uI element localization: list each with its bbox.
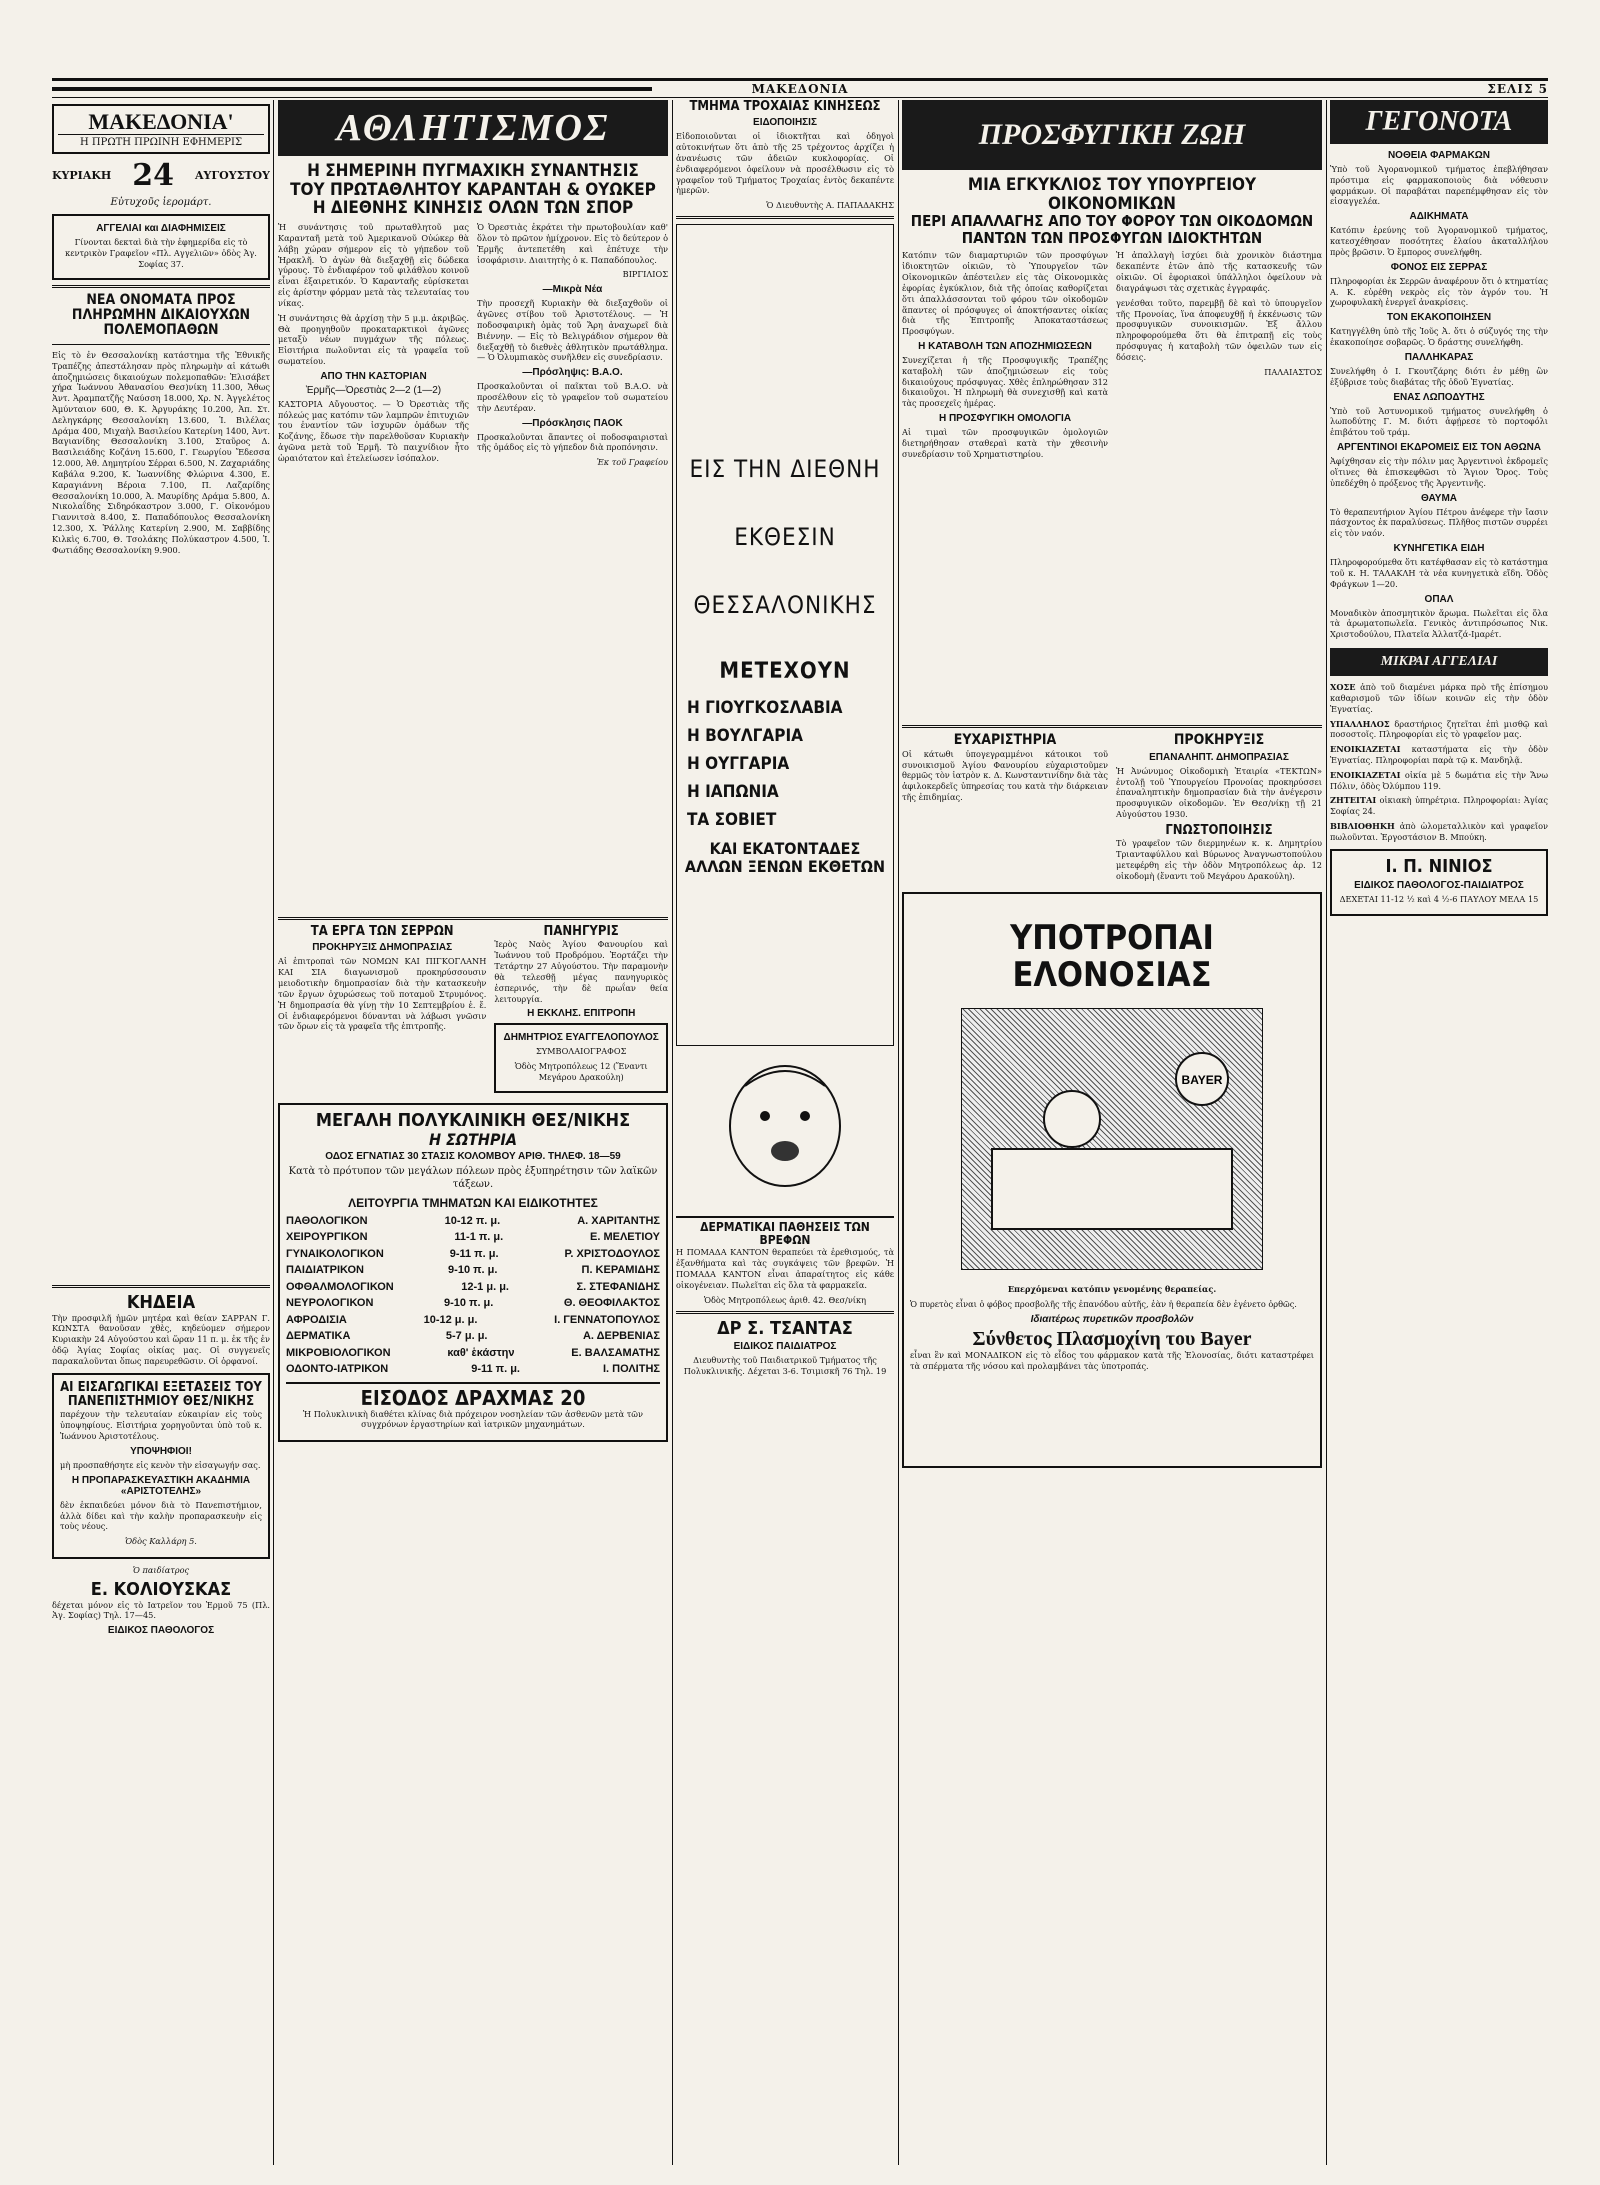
classifieds-banner: ΜΙΚΡΑΙ ΑΓΓΕΛΙΑΙ [1330,648,1548,676]
clinic-title: ΜΕΓΑΛΗ ΠΟΛΥΚΛΙΝΙΚΗ ΘΕΣ/ΝΙΚΗΣ [315,1109,631,1131]
traffic-signed: Ὁ Διευθυντὴς Α. ΠΑΠΑΔΑΚΗΣ [766,200,894,211]
event-text: Πληροφορούμεθα ὅτι κατέφθασαν εἰς τὸ κατάστημα τοῦ κ. Η. ΤΑΛΑΚΛΗ τὰ νέα κυνηγετικὰ εἴδη. Ὁδὸς Φράγκων 1—20. [1330,557,1548,589]
sports-columns [278,222,668,912]
ads-notice-box [52,214,270,279]
column-rule-1 [273,100,274,2165]
svg-text:BAYER: BAYER [1181,1073,1223,1088]
service-name: ΟΔΟΝΤΟ-ΙΑΤΡΙΚΟΝ [286,1363,389,1376]
service-doctor: Ε. ΜΕΛΕΤΙΟΥ [590,1231,660,1244]
column-5 [1330,100,1548,2165]
kastoria-title: ΑΠΟ ΤΗΝ ΚΑΣΤΟΡΙΑΝ [320,370,427,382]
tender-sub: ΕΠΑΝΑΛΗΠΤ. ΔΗΜΟΠΡΑΣΙΑΣ [1149,751,1289,763]
exam-text: παρέχουν τὴν τελευταίαν εὐκαιρίαν εἰς τοὺς ὑποψηφίους. Εἰσιτήρια χορηγοῦνται ὑπὸ τοῦ κ. Ἰωάννου Ἀριστοτέλους. [60,1409,262,1442]
service-name: ΑΦΡΟΔΙΣΙΑ [286,1313,347,1326]
service-hours: 9-10 π. μ. [448,1264,498,1277]
exam-title: ΑΙ ΕΙΣΑΓΩΓΙΚΑΙ ΕΞΕΤΑΣΕΙΣ ΤΟΥ ΠΑΝΕΠΙΣΤΗΜΙΟΥ ΘΕΣ/ΝΙΚΗΣ [60,1379,262,1410]
malaria-caption: Επερχόμεναι κατόπιν γενομένης θεραπείας. [1007,1284,1217,1295]
service-hours: 9-11 π. μ. [449,1247,499,1260]
fair-country: Η ΟΥΓΓΑΡΙΑ [687,754,790,775]
divider [902,725,1322,728]
classified-text: οἰκιακὴ ὑπηρέτρια. Πληροφορίαι: Ἁγίας Σοφίας 24. [1330,795,1548,817]
refugee-text-b: Ἡ ἀπαλλαγὴ ἰσχύει διὰ χρονικὸν διάστημα δεκαπέντε ἐτῶν ἀπὸ τῆς κατασκευῆς τῶν οἰκιῶν. Οἱ ἐφοριακοὶ ὑπάλληλοι ὀφείλουν νὰ διαγράψωσι τὰς σχετικὰς ἐγγραφάς. [1116,250,1322,293]
paok-title: —Πρόσκλησις ΠΑΟΚ [522,417,623,429]
classified-text: οἰκία μὲ 5 δωμάτια εἰς τὴν Ἄνω Πόλιν, ὁδὸς Ὀλύμπου 119. [1330,769,1548,791]
classified-item [1330,770,1548,792]
doctor-text: δέχεται μόνον εἰς τὸ Ιατρεῖον του Ἑρμοῦ 75 (Πλ. Ἁγ. Σοφίας) Τηλ. 17—45. [52,1599,270,1621]
funeral-title: ΚΗΔΕΙΑ [126,1291,196,1313]
service-hours: 10-12 μ. μ. [423,1313,478,1326]
classified-text: ἀπὸ ὠλομεταλλικὸν καὶ γραφεῖον πωλοῦνται. Ἐργοστάσιον Β. Μπούκη. [1330,821,1548,842]
clinic-footer: Ἡ Πολυκλινικὴ διαθέτει κλίνας διὰ πρόχειρον νοσηλείαν τῶν ἀσθενῶν μετὰ τῶν συγχρόνων ἐργαστηρίων καὶ ἰατρικῶν μηχανημάτων. [303,1408,643,1430]
fair-country: Η ΓΙΟΥΓΚΟΣΛΑΒΙΑ [687,698,843,719]
service-doctor: Π. ΚΕΡΑΜΙΔΗΣ [581,1264,660,1277]
service-hours: 9-11 π. μ. [471,1363,520,1376]
clinic-section: ΛΕΙΤΟΥΡΓΙΑ ΤΜΗΜΑΤΩΝ ΚΑΙ ΕΙΔΙΚΟΤΗΤΕΣ [348,1195,598,1210]
sports-left [278,222,469,912]
bao-text: Προσκαλοῦνται οἱ παῖκται τοῦ Β.Α.Ο. νὰ προσέλθουν εἰς τὸ γραφεῖον τοῦ σωματείου τὴν Δευτέραν. [477,381,668,413]
column-2 [278,100,668,2165]
service-name: ΧΕΙΡΟΥΡΓΙΚΟΝ [286,1231,368,1244]
event-text: Κατηγγέλθη ὑπὸ τῆς Ἰοῦς Ἀ. ὅτι ὁ σύζυγός της τὴν ἐκακοποίησε σοβαρῶς. Ὁ δράστης συνελήφθη. [1330,326,1548,348]
tender-block [1116,733,1322,885]
article-title-compensation: ΝΕΑ ΟΝΟΜΑΤΑ ΠΡΟΣ ΠΛΗΡΩΜΗΝ ΔΙΚΑΙΟΥΧΩΝ ΠΟΛΕΜΟΠΑΘΩΝ [71,291,251,339]
classified-text: δραστήριος ζητεῖται ἐπὶ μισθῷ καὶ ποσοστοῖς. Πληροφορίαι εἰς τὸ γραφεῖον μας. [1330,718,1548,740]
serres-text: Αἱ ἐπιτροπαὶ τῶν ΝΟΜΩΝ ΚΑΙ ΠΙΓΚΟΓΛΑΝΗ ΚΑΙ ΣΙΑ διαγωνισμοῦ προκηρύσσουσιν μειοδοτικὴν δημοπρασίαν διὰ τὴν κατασκευὴν τῶν ἔργων ὀχυρώσεως τοῦ ποταμοῦ Στρυμόνος. Ἡ δημοπρασία θὰ γίνῃ τὴν 10 Σεπτεμβρίου ἐ. ἔ. Οἱ ἐνδιαφερόμενοι δύνανται νὰ λάβωσι γνῶσιν τῶν ὅρων εἰς τὰ γραφεῖα τῆς ἐπιτροπῆς. [278,956,487,1032]
bayer-title: Σύνθετος Πλασμοχίνη του Bayer [972,1327,1252,1350]
paper-name-header: ΜΑΚΕΔΟΝΙΑ [751,82,849,96]
ads-notice-title: ΑΓΓΕΛΙΑΙ και ΔΙΑΦΗΜΙΣΕΙΣ [96,223,226,235]
service-name: ΠΑΘΟΛΟΓΙΚΟΝ [286,1214,368,1227]
clinic-address: ΟΔΟΣ ΕΓΝΑΤΙΑΣ 30 ΣΤΑΣΙΣ ΚΟΛΟΜΒΟΥ ΑΡΙΘ. ΤΗΛΕΦ. 18—59 [325,1151,621,1163]
thanks-text: Οἱ κάτωθι ὑπογεγραμμένοι κάτοικοι τοῦ συνοικισμοῦ Ἁγίου Φανουρίου εὐχαριστοῦμεν θερμῶς τὸν ἰατρὸν κ. Δ. Κωνσταντινίδην διὰ τὰς ἀφιλοκερδεῖς ὑπηρεσίας του κατὰ τὴν διάρκειαν τῆς ἐπιδημίας. [902,748,1108,803]
bayer-sub: Ιδιαιτέρως πυρετικῶν προσβολῶν [1030,1313,1194,1325]
tender-title: ΠΡΟΚΗΡΥΞΙΣ [1173,732,1265,749]
academy-title: Η ΠΡΟΠΑΡΑΣΚΕΥΑΣΤΙΚΗ ΑΚΑΔΗΜΙΑ «ΑΡΙΣΤΟΤΕΛΗΣ» [71,1474,251,1497]
academy-text: δὲν ἐκπαιδεύει μόνον διὰ τὸ Πανεπιστήμιον, ἀλλὰ δίδει καὶ τὴν καλὴν προπαρασκευὴν εἰς τοὺς νέους. [60,1499,262,1532]
service-name: ΔΕΡΜΑΤΙΚΑ [286,1330,351,1343]
sports-title-3: Η ΔΙΕΘΝΗΣ ΚΙΝΗΣΙΣ ΟΛΩΝ ΤΩΝ ΣΠΟΡ [312,198,634,219]
divider [52,285,270,288]
panigyris-signed: Η ΕΚΚΛΗΣ. ΕΠΙΤΡΟΠΗ [527,1008,636,1020]
clinic-service-row [286,1246,660,1263]
event-title: ΘΑΥΜΑ [1420,492,1458,504]
tender-text: Ἡ Ἀνώνυμος Οἰκοδομικὴ Ἑταιρία «ΤΕΚΤΩΝ» ἐντολῇ τοῦ Ὑπουργείου Προνοίας προκηρύσσει ἐπαναληπτικὴν δημοπρασίαν διὰ τὴν ἀνέγερσιν προσφυγικῶν οἰκοδομῶν. Ἐν Θεσ/νίκῃ τῇ 21 Αὐγούστου 1930. [1116,765,1322,820]
notary-address: Ὁδὸς Μητροπόλεως 12 (Ἔναντι Μεγάρου Δρακούλη) [514,1061,648,1082]
fair-ad [676,224,894,1046]
small-news-title: —Μικρὰ Νέα [542,284,603,296]
paok-text: Προσκαλοῦνται ἅπαντες οἱ ποδοσφαιρισταὶ τῆς ὁμάδος εἰς τὸ γήπεδον διὰ προπόνησιν. [477,431,668,453]
classified-key: ΖΗΤΕΙΤΑΙ [1330,795,1377,806]
column-rule-3 [898,100,899,2165]
sports-title-2: ΤΟΥ ΠΡΩΤΑΘΛΗΤΟΥ ΚΑΡΑΝΤΑΗ & ΟΥΩΚΕΡ [290,179,656,200]
masthead-name: ΜΑΚΕΔΟΝΙΑ' [88,109,234,134]
exam-ad [52,1373,270,1559]
notary-ad [494,1023,668,1092]
clinic-service-row [286,1229,660,1246]
classified-item [1330,682,1548,714]
event-text: Ὑπὸ τοῦ Ἀστυνομικοῦ τμήματος συνελήφθη ὁ λωποδύτης Γ. Μ. διότι ἀφῄρεσε τὸ πορτοφόλι ἐπιβάτου τοῦ τράμ. [1330,405,1548,438]
service-name: ΜΙΚΡΟΒΙΟΛΟΓΙΚΟΝ [286,1346,391,1359]
sports-right-text: Ὁ Ὀρεστιὰς ἐκράτει τὴν πρωτοβουλίαν καθ' ὅλον τὸ πρῶτον ἡμίχρονον. Εἰς τὸ δεύτερον ὁ Ἑρμῆς ἀντεπετέθη καὶ ἐπέτυχε τὴν ἰσοφάρισιν. Διαιτητὴς ὁ κ. Παπαδόπουλος. [477,222,668,265]
bond-text: Αἱ τιμαὶ τῶν προσφυγικῶν ὁμολογιῶν διετηρήθησαν σταθεραὶ κατὰ τὴν χθεσινὴν συνεδρίασιν τοῦ Χρηματιστηρίου. [902,427,1108,459]
refugee-title-1: ΜΙΑ ΕΓΚΥΚΛΙΟΣ ΤΟΥ ΥΠΟΥΡΓΕΙΟΥ ΟΙΚΟΝΟΜΙΚΩΝ [967,175,1257,214]
serres-title: ΤΑ ΕΡΓΑ ΤΩΝ ΣΕΡΡΩΝ [310,924,454,940]
page-label: ΣΕΛΙΣ 5 [1487,82,1548,96]
fair-line-1: ΕΙΣ ΤΗΝ ΔΙΕΘΝΗ [689,455,881,484]
classified-key: ΥΠΑΛΛΗΛΟΣ [1330,718,1390,729]
service-hours: 12-1 μ. μ. [461,1280,509,1293]
date-saint: Εὐτυχοῦς ἱερομάρτ. [110,197,212,209]
fair-line-2: ΕΚΘΕΣΙΝ [734,523,836,552]
serres-sub: ΠΡΟΚΗΡΥΞΙΣ ΔΗΜΟΠΡΑΣΙΑΣ [312,942,453,954]
divider [676,1311,894,1314]
serres-block [278,925,486,1097]
event-text: Ὑπὸ τοῦ Ἀγορανομικοῦ τμήματος ἐπεβλήθησαν πρόστιμα εἰς φαρμακοποιοὺς διὰ νόθευσιν φαρμάκων. Οἱ παραβάται παρεπέμφθησαν εἰς τὸν εἰσαγγελέα. [1330,164,1548,207]
service-doctor: Ι. ΓΕΝΝΑΤΟΠΟΥΛΟΣ [554,1313,660,1326]
service-hours: 11-1 π. μ. [454,1231,504,1244]
service-doctor: Ρ. ΧΡΙΣΤΟΔΟΥΛΟΣ [564,1247,660,1260]
event-text: Πληροφορίαι ἐκ Σερρῶν ἀναφέρουν ὅτι ὁ κτηματίας Α. Κ. εὑρέθη νεκρὸς εἰς τὸν ἀγρόν του. Ἡ χωροφυλακὴ ἐνεργεῖ ἀνακρίσεις. [1330,275,1548,308]
classified-text: καταστήματα εἰς τὴν ὁδὸν Ἐγνατίας. Πληροφορίαι παρὰ τῷ κ. Μανδηλᾷ. [1330,744,1548,765]
clinic-services [286,1213,660,1378]
sports-title-1: Η ΣΗΜΕΡΙΝΗ ΠΥΓΜΑΧΙΚΗ ΣΥΝΑΝΤΗΣΙΣ [307,161,639,181]
service-hours: 9-10 π. μ. [443,1297,494,1310]
malaria-title: ΥΠΟΤΡΟΠΑΙ ΕΛΟΝΟΣΙΑΣ [1010,917,1214,995]
bond-title: Η ΠΡΟΣΦΥΓΙΚΗ ΟΜΟΛΟΓΙΑ [938,413,1072,425]
column-3 [676,100,894,2165]
event-text: Συνελήφθη ὁ Ι. Γκουτζάρης διότι ἐν μέθῃ ὢν ἐξύβρισε τοὺς διαβάτας τῆς ὁδοῦ Ἐγνατίας. [1330,365,1548,387]
event-title: ΟΠΑΛ [1424,593,1454,605]
panigyris-text: Ἱερὸς Ναὸς Ἁγίου Φανουρίου καὶ Ἰωάννου τοῦ Προδρόμου. Ἑορτάζει τὴν Τετάρτην 27 Αὐγούστου. Τὴν παραμονὴν θὰ τελεσθῇ μέγας πανηγυρικὸς ἑσπερινός, τὴν δὲ πρωΐαν θεία λειτουργία. [494,939,668,1004]
event-title: ΑΔΙΚΗΜΑΤΑ [1409,211,1469,223]
baby-ad-address: Ὁδὸς Μητροπόλεως ἀριθ. 42. Θεσ/νίκη [703,1294,867,1305]
classified-item [1330,744,1548,766]
date-block [52,158,270,193]
refugee-right [1116,250,1322,720]
notary-name: ΔΗΜΗΤΡΙΟΣ ΕΥΑΓΓΕΛΟΠΟΥΛΟΣ [503,1032,659,1044]
service-name: ΟΦΘΑΛΜΟΛΟΓΙΚΟΝ [286,1280,394,1293]
sports-right [477,222,668,912]
event-text: Κατόπιν ἐρεύνης τοῦ Ἀγορανομικοῦ τμήματος, κατεσχέθησαν ποσότητες ἐλαίου ἀκαταλλήλου πρὸς βρῶσιν. Ὁ ἔμπορος συνελήφθη. [1330,225,1548,257]
sports-byline: ΒΙΡΓΙΛΙΟΣ [622,269,668,280]
classified-key: ΕΝΟΙΚΙΑΖΕΤΑΙ [1330,769,1401,780]
baby-ad-title: ΔΕΡΜΑΤΙΚΑΙ ΠΑΘΗΣΕΙΣ ΤΩΝ ΒΡΕΦΩΝ [676,1216,894,1247]
panigyris-title: ΠΑΝΗΓΥΡΙΣ [543,924,619,940]
column-rule-2 [672,100,673,2165]
pediatrician-spec: ΕΙΔΙΚΟΣ ΠΑΙΔΙΑΤΡΟΣ [733,1341,837,1353]
service-name: ΝΕΥΡΟΛΟΓΙΚΟΝ [286,1297,374,1310]
fair-country: ΤΑ ΣΟΒΙΕΤ [687,810,777,831]
service-hours: καθ' ἑκάστην [447,1346,515,1359]
event-title: ΦΟΝΟΣ ΕΙΣ ΣΕΡΡΑΣ [1390,261,1488,273]
traffic-text: Εἰδοποιοῦνται οἱ ἰδιοκτῆται καὶ ὁδηγοὶ αὐτοκινήτων ὅτι ἀπὸ τῆς 25 τρέχοντος ἀρχίζει ἡ ἀνανέωσις τῶν ἀδειῶν κυκλοφορίας. Οἱ ἐνδιαφερόμενοι ὀφείλουν νὰ προσέλθωσιν εἰς τὸ γραφεῖον τοῦ Τμήματος Τροχαίας ἐντὸς δεκαπέντε ἡμερῶν. [676,131,894,196]
event-title: ΤΟΝ ΕΚΑΚΟΠΟΙΗΣΕΝ [1386,312,1492,324]
event-text: Τὸ θεραπευτήριον Ἁγίου Πέτρου ἀνέφερε τὴν ἴασιν πάσχοντος ἐκ παραλύσεως. Πλῆθος πιστῶν συρρέει εἰς τὸν ναόν. [1330,506,1548,539]
clinic-ad [278,1103,668,1442]
service-doctor: Α. ΔΕΡΒΕΝΙΑΣ [582,1330,660,1343]
page-top-bar [52,78,1548,98]
thanks-title: ΕΥΧΑΡΙΣΤΗΡΙΑ [953,732,1057,749]
date-month: ΑΥΓΟΥΣΤΟΥ [194,169,270,183]
doctor-name: Ε. ΚΟΛΙΟΥΣΚΑΣ [90,1578,232,1600]
service-doctor: Σ. ΣΤΕΦΑΝΙΔΗΣ [576,1280,660,1293]
kastoria-score: Ἑρμῆς—Ὀρεστιὰς 2—2 (1—2) [305,384,442,396]
classified-key: ΒΙΒΛΙΟΘΗΚΗ [1330,821,1395,832]
column-4 [902,100,1322,2165]
refugee-text-a: Κατόπιν τῶν διαμαρτυριῶν τῶν προσφύγων ἰδιοκτητῶν οἰκιῶν, τὸ Ὑπουργεῖον τῶν Οἰκονομικῶν ἀπέστειλεν εἰς τὰς Οἰκονομικὰς ἐφορίας ἐγκύκλιον, διὰ τῆς ὁποίας καθορίζεται ὅτι ἀπαλλάσσονται τοῦ φόρου τῶν οἰκοδομῶν ἅπαντες οἱ πρόσφυγες οἱ ἀποκτήσαντες οἰκίας διὰ τῆς Ἐπιτροπῆς Ἀποκαταστάσεως Προσφύγων. [902,250,1108,337]
refugee-columns [902,250,1322,720]
event-title: ΑΡΓΕΝΤΙΝΟΙ ΕΚΔΡΟΜΕΙΣ ΕΙΣ ΤΟΝ ΑΘΩΝΑ [1336,442,1542,454]
clinic-name: Η ΣΩΤΗΡΙΑ [428,1129,518,1149]
clinic-service-row [286,1312,660,1329]
event-title: ΝΟΘΕΙΑ ΦΑΡΜΑΚΩΝ [1387,150,1491,161]
service-doctor: Θ. ΘΕΟΦΙΛΑΚΤΟΣ [563,1297,660,1310]
refugee-title-2: ΠΕΡΙ ΑΠΑΛΛΑΓΗΣ ΑΠΟ ΤΟΥ ΦΟΡΟΥ ΤΩΝ ΟΙΚΟΔΟΜΩΝ ΠΑΝΤΩΝ ΤΩΝ ΠΡΟΣΦΥΓΩΝ ΙΔΙΟΚΤΗΤΩΝ [910,212,1314,247]
divider [52,344,270,345]
fair-country: Η ΙΑΠΩΝΙΑ [687,782,779,803]
clinic-service-row [286,1328,660,1345]
fair-country: Η ΒΟΥΛΓΑΡΙΑ [687,726,803,747]
announcement-title: ΓΝΩΣΤΟΠΟΙΗΣΙΣ [1165,822,1273,838]
academy-address: Ὁδὸς Καλλάρη 5. [125,1536,197,1547]
refugee-life-banner: ΠΡΟΣΦΥΓΙΚΗ ΖΩΗ [902,100,1322,170]
date-day: ΚΥΡΙΑΚΗ [52,169,112,183]
clinic-service-row [286,1213,660,1230]
exam-candidates: ΥΠΟΨΗΦΙΟΙ! [130,1445,192,1457]
notices-row [902,733,1322,885]
baby-ad-text: Η ΠΟΜΑΔΑ ΚΑΝΤΟΝ θεραπεύει τὰ ἐρεθισμούς, τὰ ἐξανθήματα καὶ τὰς συγκάψεις τῶν βρεφῶν. Ἡ ΠΟΜΑΔΑ ΚΑΝΤΟΝ εἶναι ἀπαραίτητος εἰς κάθε οἰκογένειαν. Πωλεῖται εἰς ὅλα τὰ φαρμακεῖα. [676,1247,894,1290]
sports-text-a: Ἡ συνάντησις τοῦ πρωταθλητοῦ μας Καρανταῆ μετὰ τοῦ Ἀμερικανοῦ Οὐώκερ θὰ λάβῃ χώραν σήμερον εἰς τὸ γήπεδον τοῦ Ἡρακλῆ. Ὁ ἀγὼν θὰ διεξαχθῇ εἰς δώδεκα γύρους. Τὸ ἐνδιαφέρον τοῦ φιλάθλου κοινοῦ εἶναι ἐξαιρετικόν. Ὁ Καρανταῆς εὑρίσκεται εἰς ἀρίστην φόρμαν μετὰ τὰς τελευταίας του νίκας. [278,222,469,308]
service-doctor: Α. ΧΑΡΙΤΑΝΤΗΣ [577,1214,660,1227]
event-title: ΕΝΑΣ ΛΩΠΟΔΥΤΗΣ [1393,391,1485,403]
event-title: ΠΑΛΛΗΚΑΡΑΣ [1404,351,1474,363]
traffic-sub: ΕΙΔΟΠΟΙΗΣΙΣ [753,117,817,129]
clinic-motto: Κατὰ τὸ πρότυπον τῶν μεγάλων πόλεων πρὸς ἐξυπηρέτησιν τῶν λαϊκῶν τάξεων. [288,1166,658,1191]
sports-text-b: Ἡ συνάντησις θὰ ἀρχίσῃ τὴν 5 μ.μ. ἀκριβῶς. Θὰ προηγηθοῦν προκαταρκτικοὶ ἀγῶνες μεταξὺ νέων πυγμάχων τῆς πόλεως. Εἰσιτήρια πωλοῦνται εἰς τὰ γραφεῖα τοῦ σωματείου. [278,312,469,366]
service-hours: 10-12 π. μ. [444,1214,501,1227]
ads-notice-text: Γίνονται δεκταὶ διὰ τὴν ἐφημερίδα εἰς τὸ κεντρικὸν Γραφεῖον «Πλ. Αγγελιῶν» ὁδὸς Ἀγ. Σοφίας 37. [65,237,257,269]
column-rule-4 [1326,100,1327,2165]
service-name: ΠΑΙΔΙΑΤΡΙΚΟΝ [286,1264,364,1277]
small-news-text: Τὴν προσεχῆ Κυριακὴν θὰ διεξαχθοῦν οἱ ἀγῶνες στίβου τοῦ Ἀριστοτέλους. — Ἡ ποδοσφαιρικὴ ὁμὰς τοῦ Ἄρη ἀναχωρεῖ διὰ Βιέννην. — Εἰς τὸ Βελιγράδιον σήμερον θὰ διεξαχθῇ τὸ διεθνὲς ἀθλητικὸν πρωτάθλημα. — Ὁ Ὀλυμπιακὸς συνῆλθεν εἰς συνεδρίασιν. [477,298,668,363]
clinic-service-row [286,1345,660,1362]
announcement-text: Τὸ γραφεῖον τῶν διερμηνέων κ. κ. Δημητρίου Τριανταφύλλου καὶ Βύρωνος Ἀναγνωστοπούλου μετεφέρθη εἰς τὴν ὁδὸν Μητροπόλεως ἀρ. 12 οἰκοδομὴ (ἔναντι τοῦ Μεγάρου Δρακούλη). [1116,838,1322,881]
service-doctor: Ι. ΠΟΛΙΤΗΣ [602,1363,660,1376]
bao-title: —Πρόσληψις: Β.Α.Ο. [522,367,623,379]
event-text: Μοναδικὸν ἀποσμητικὸν ἄρωμα. Πωλεῖται εἰς ὅλα τὰ ἀρωματοπωλεῖα. Γενικὸς ἀντιπρόσωπος Νικ. Χριστοδούλου, Πλατεῖα Ἀλλατζά-Ιμαρέτ. [1330,607,1548,640]
classified-text: ἀπὸ τοῦ διαμένει μάρκα πρὸ τῆς ἐπίσημου καθαρισμοῦ τῶν ἰδίων κοινῶν εἰς τὴν ὁδὸν Ἐγνατίας. [1330,682,1548,714]
divider [676,216,894,219]
event-title: ΚΥΝΗΓΕΤΙΚΑ ΕΙΔΗ [1393,543,1485,555]
notary-title: ΣΥΜΒΟΛΑΙΟΓΡΑΦΟΣ [535,1046,627,1057]
clinic-service-row [286,1262,660,1279]
thanks-block [902,733,1108,885]
payment-text: Συνεχίζεται ἡ τῆς Προσφυγικῆς Τραπέζης καταβολὴ τῶν ἀποζημιώσεων εἰς τοὺς δικαιούχους πρόσφυγας. Χθὲς ἐπληρώθησαν 312 δικαιοῦχοι. Ἡ πληρωμὴ θὰ συνεχισθῇ καὶ κατὰ τὰς προσεχεῖς ἡμέρας. [902,355,1108,409]
classified-item [1330,821,1548,843]
pediatrician-text: Διευθυντὴς τοῦ Παιδιατρικοῦ Τμήματος τῆς Πολυκλινικῆς. Δέχεται 3-6. Τσιμισκῆ 76 Τηλ. 19 [683,1355,887,1377]
refugee-right-text: γενέσθαι τοῦτο, παρεμβῇ δὲ καὶ τὸ ὑπουργεῖον τῆς Προνοίας, ἵνα ἀποφευχθῇ ἡ ἐκκένωσις τῶν προσφυγικῶν συνοικισμῶν. Ἐξ ἄλλου πληροφορούμεθα ὅτι θὰ ἐπιτραπῇ εἰς τοὺς πρόσφυγας ἡ καταβολὴ τῶν ὀφειλῶν των εἰς δόσεις. [1116,297,1322,362]
classified-item [1330,719,1548,741]
malaria-ad [902,892,1322,1468]
masthead-tagline: Η ΠΡΩΤΗ ΠΡΩΙΝΗ ΕΦΗΜΕΡΙΣ [58,134,264,148]
payment-title: Η ΚΑΤΑΒΟΛΗ ΤΩΝ ΑΠΟΖΗΜΙΩΣΕΩΝ [918,341,1092,352]
classified-item [1330,795,1548,817]
fair-line-4: ΜΕΤΕΧΟΥΝ [719,659,851,685]
ninios-text: ΔΕΧΕΤΑΙ 11-12 ½ καὶ 4 ½-6 ΠΑΥΛΟΥ ΜΕΛΑ 15 [1339,893,1539,904]
baby-illustration [715,1056,855,1206]
serres-panigyris-row [278,925,668,1097]
clinic-service-row [286,1279,660,1296]
traffic-title: ΤΜΗΜΑ ΤΡΟΧΑΙΑΣ ΚΙΝΗΣΕΩΣ [689,100,881,114]
service-doctor: Ε. ΒΑΛΣΑΜΑΤΗΣ [571,1346,660,1359]
malaria-illustration [961,1008,1263,1270]
clinic-service-row [286,1361,660,1378]
service-name: ΓΥΝΑΙΚΟΛΟΓΙΚΟΝ [286,1247,384,1260]
event-text: Ἀφίχθησαν εἰς τὴν πόλιν μας Ἀργεντινοὶ ἐκδρομεῖς οἵτινες θὰ ἐπισκεφθῶσι τὸ Ἅγιον Ὄρος. Τοὺς ὑπεδέχθη ὁ πρόξενος τῆς Ἀργεντινῆς. [1330,456,1548,488]
article-text-compensation: Εἰς τὸ ἐν Θεσσαλονίκῃ κατάστημα τῆς Ἐθνικῆς Τραπέζης ἀπεστάλησαν πρὸς πληρωμὴν αἱ κάτωθι ἀποζημιώσεις δικαιούχων πολεμοπαθῶν: Ἐλισάβετ χήρα Ἰωάννου Ἀθανασίου Θεσ)νίκη 11.300, Ἄθως Ἀντ. Ἀραμπατζῆς Ναύσση 18.000, Χρ. Ν. Ἀγγελέτος Ἀμύνταιον 600, Θ. Κ. Ἀργυράκης 10.200, Ἀπ. Στ. Δεληγκάρης Θεσσαλονίκη 13.600, Ἰ. Βιλέλας Δράμα 400, Μιχαὴλ Βασιλείου Κατερίνη 1400, Ἀντ. Βαγιανίδης Θεσσαλονίκη 3.100, Σταῦρος Δ. Βασιλειάδης Κοζάνη 15.600, Γ. Γεωργίου Ἔδεσσα 12.000, Ἀθ. Δημητρίου Σέρραι 6.500, Ν. Ζαχαριάδης Καβάλα 9.200, Κ. Ἰωαννίδης Φλώρινα 4.300, Ε. Καραγιάννη Βέροια 7.100, Π. Λαζαρίδης Θεσσαλονίκη 10.000, Ἀ. Μαυρίδης Δράμα 5.800, Δ. Νικολαΐδης Σιδηρόκαστρον 3.000, Γ. Οἰκονόμου Γιαννιτσὰ 8.400, Σ. Παπαδόπουλος Θεσσαλονίκη 12.300, Χ. Ῥάλλης Κατερίνη 2.900, Μ. Σαββίδης Κιλκὶς 6.700, Θ. Τσολάκης Πολύκαστρον 4.500, Ἰ. Φωτιάδης Θεσσαλονίκη 9.900. [52,349,270,555]
clinic-service-row [286,1295,660,1312]
service-hours: 5-7 μ. μ. [445,1330,488,1343]
sports-secretary: Ἐκ τοῦ Γραφείου [596,457,668,468]
column-1 [52,100,270,2165]
masthead-box [52,104,270,154]
pediatrician-name: ΔΡ Σ. ΤΣΑΝΤΑΣ [717,1317,853,1339]
classifieds-list [1330,682,1548,843]
panigyris-block [494,925,668,1097]
kastoria-text: ΚΑΣΤΟΡΙΑ Αὔγουστος. — Ὁ Ὀρεστιὰς τῆς πόλεώς μας κατόπιν τῶν λαμπρῶν ἐπιτυχιῶν του ἐναντίον τῶν ἰσχυρῶν ὁμάδων τῆς Κοζάνης, ἔδωσε τὴν παρελθοῦσαν Κυριακὴν ἀγῶνα μετὰ τοῦ Ἑρμῆ. Τὸ παιχνίδιον ἦτο ὡραιότατον καὶ ἐτελείωσεν ἰσόπαλον. [278,398,469,463]
refugee-left [902,250,1108,720]
exam-text-2: μὴ προσπαθήσητε εἰς κενὸν τὴν εἰσαγωγήν σας. [60,1459,261,1470]
baby-face-icon [715,1056,855,1206]
funeral-text: Τὴν προσφιλῆ ἡμῶν μητέρα καὶ θείαν ΣΑΡΡΑΝ Γ. ΚΩΝΣΤΑ θανοῦσαν χθὲς, κηδεύομεν σήμερον Κυριακὴν 24 Αὐγούστου καὶ ὥραν 11 π. μ. ἐκ τῆς ἐν ὁδῷ Ἁγίας Σοφίας οἰκίας μας. Οἱ συγγενεῖς παρακαλοῦνται ὅπως παρευρεθῶσιν. Οἱ ὀρφανοί. [52,1312,270,1366]
sports-banner: ΑΘΛΗΤΙΣΜΟΣ [278,100,668,156]
classified-key: ΕΝΟΙΚΙΑΖΕΤΑΙ [1330,744,1401,755]
fair-line-3: ΘΕΣΣΑΛΟΝΙΚΗΣ [693,591,877,620]
divider [52,1285,270,1288]
events-banner: ΓΕΓΟΝΟΤΑ [1330,100,1548,144]
fair-end: ΚΑΙ ΕΚΑΤΟΝΤΑΔΕΣ ΑΛΛΩΝ ΞΕΝΩΝ ΕΚΘΕΤΩΝ [684,839,886,876]
clinic-entry-fee: ΕΙΣΟΔΟΣ ΔΡΑΧΜΑΣ 20 [286,1382,660,1409]
doctor-label: Ὁ παιδίατρος [132,1565,190,1575]
footer-label: ΕΙΔΙΚΟΣ ΠΑΘΟΛΟΓΟΣ [107,1625,215,1637]
classified-key: ΧΟΣΕ [1330,682,1356,693]
ninios-ad [1330,849,1548,917]
malaria-text: Ὁ πυρετὸς εἶναι ὁ φόβος προσβολῆς τῆς ἐπανόδου αὐτῆς, ἐὰν ἡ θεραπεία δὲν ἐγένετο ὀρθῶς. [910,1299,1297,1310]
ninios-name: Ι. Π. ΝΙΝΙΟΣ [1385,855,1493,877]
bayer-text: εἶναι ἓν καὶ ΜΟΝΑΔΙΚΟΝ εἰς τὸ εἶδος του φάρμακον κατὰ τῆς Ἑλονοσίας, διότι καταστρέφει τὰ σπέρματα τῆς νόσου καὶ προλαμβάνει τὰς ὑποτροπάς. [910,1349,1314,1371]
refugee-byline: ΠΑΛΑΙΑΣΤΟΣ [1264,366,1322,377]
top-bar-left-rule [52,87,652,91]
patient-bed-icon [962,1009,1262,1269]
date-number: 24 [132,158,175,194]
ninios-spec: ΕΙΔΙΚΟΣ ΠΑΘΟΛΟΓΟΣ-ΠΑΙΔΙΑΤΡΟΣ [1354,879,1524,891]
divider [278,917,668,920]
